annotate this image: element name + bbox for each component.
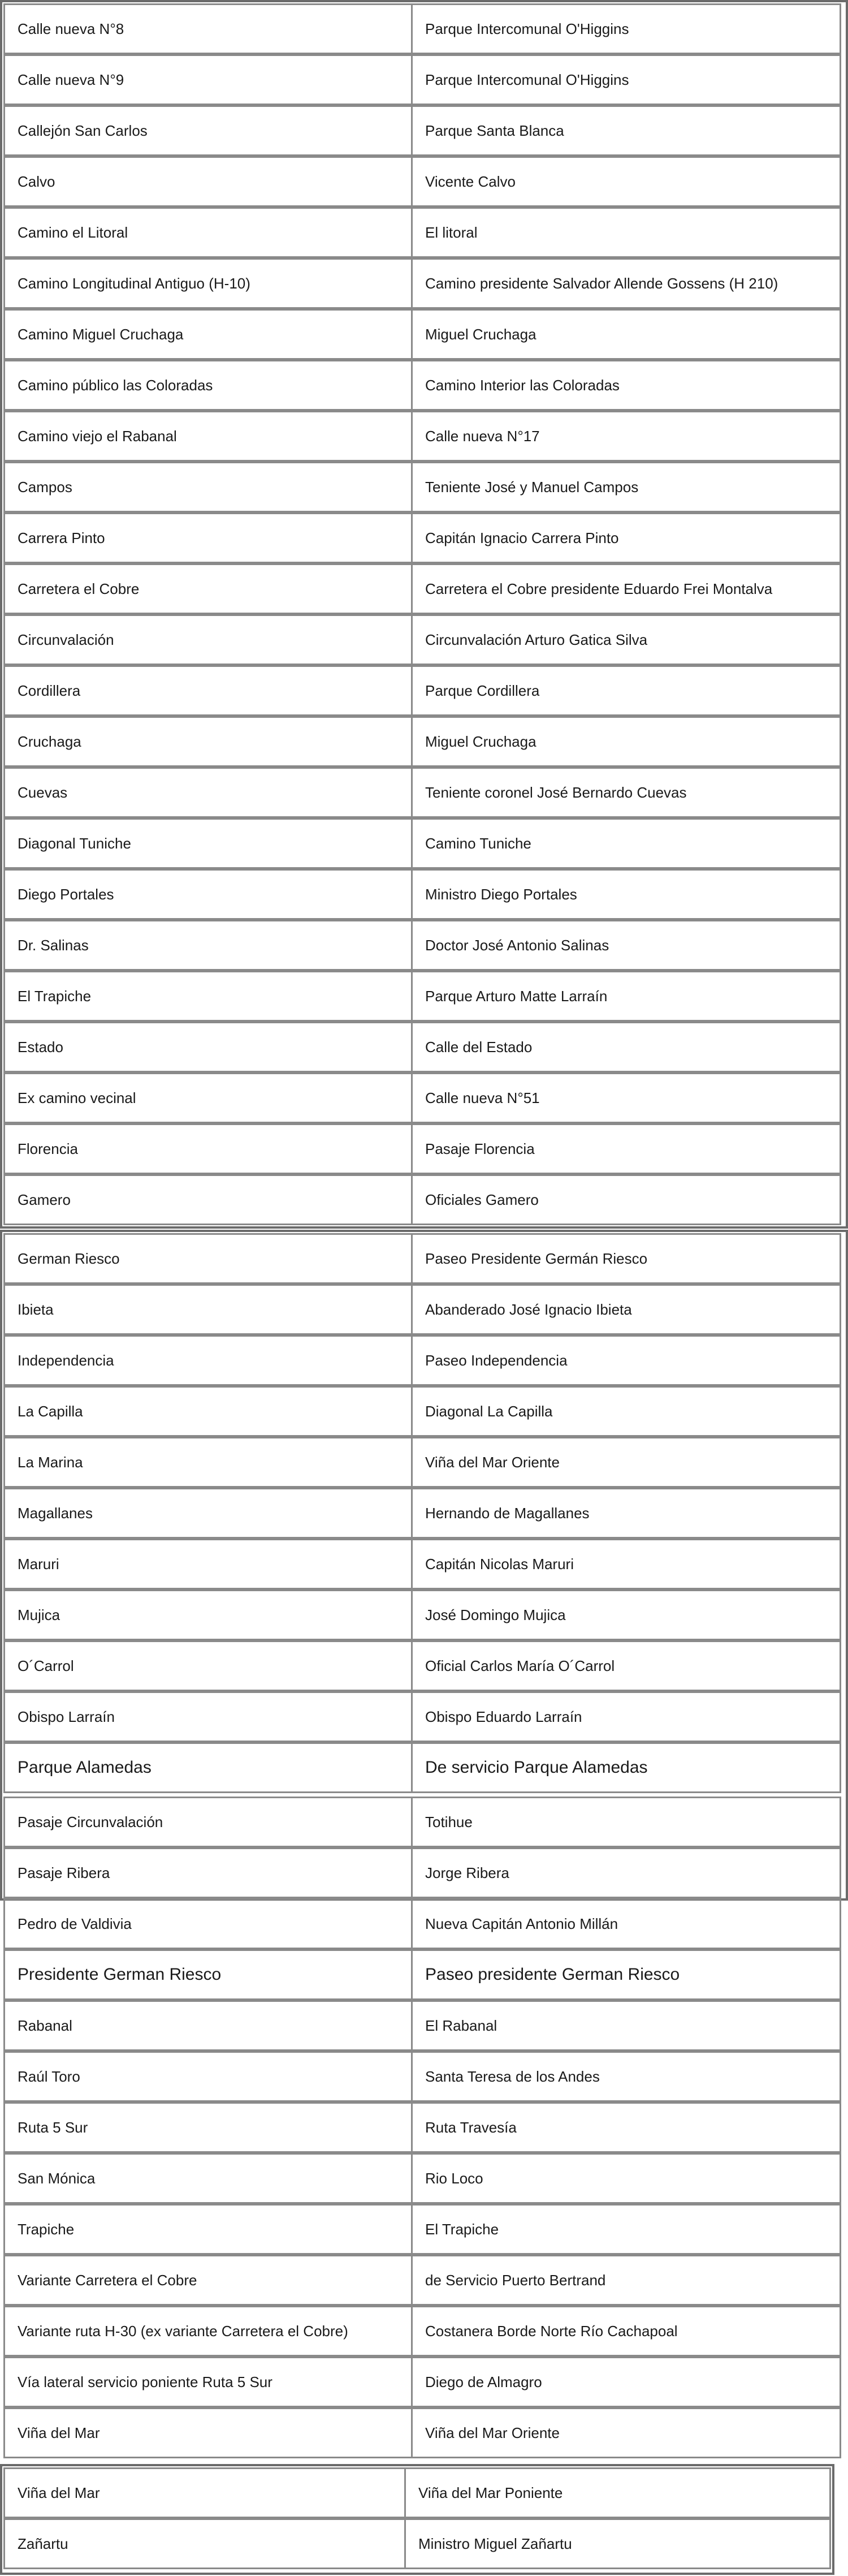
- table-cell-old-name: Gamero: [3, 1174, 413, 1225]
- table-cell-new-name: Ministro Miguel Zañartu: [404, 2518, 831, 2569]
- table-cell-new-name: Paseo Independencia: [411, 1335, 841, 1386]
- table-cell-new-name: Camino presidente Salvador Allende Gossens (H 210): [411, 258, 841, 309]
- table-cell-new-name: Camino Interior las Coloradas: [411, 360, 841, 411]
- table-cell-new-name: Abanderado José Ignacio Ibieta: [411, 1284, 841, 1335]
- table-cell-new-name: Teniente José y Manuel Campos: [411, 462, 841, 512]
- table-cell-new-name: El Trapiche: [411, 2204, 841, 2255]
- table-cell-new-name: Diego de Almagro: [411, 2357, 841, 2407]
- table-cell-old-name: Viña del Mar: [3, 2407, 413, 2458]
- table-cell-old-name: Carretera el Cobre: [3, 563, 413, 614]
- table-cell-new-name: Calle del Estado: [411, 1022, 841, 1072]
- table-cell-old-name: Obispo Larraín: [3, 1691, 413, 1742]
- table-cell-old-name: Diego Portales: [3, 869, 413, 920]
- table-cell-old-name: Estado: [3, 1022, 413, 1072]
- table-cell-new-name: de Servicio Puerto Bertrand: [411, 2255, 841, 2306]
- table-cell-new-name: Nueva Capitán Antonio Millán: [411, 1898, 841, 1949]
- table-cell-old-name: German Riesco: [3, 1233, 413, 1284]
- table-cell-old-name: Dr. Salinas: [3, 920, 413, 971]
- table-cell-new-name: Ministro Diego Portales: [411, 869, 841, 920]
- table-cell-new-name: Capitán Nicolas Maruri: [411, 1539, 841, 1589]
- table-cell-new-name: Totihue: [411, 1797, 841, 1847]
- table-cell-new-name: Vicente Calvo: [411, 156, 841, 207]
- table-cell-old-name: Magallanes: [3, 1488, 413, 1539]
- table-cell-new-name: Capitán Ignacio Carrera Pinto: [411, 512, 841, 563]
- table-cell-old-name: Ex camino vecinal: [3, 1072, 413, 1123]
- table-cell-new-name: Pasaje Florencia: [411, 1123, 841, 1174]
- table-cell-new-name: El Rabanal: [411, 2000, 841, 2051]
- table-cell-old-name: Camino viejo el Rabanal: [3, 411, 413, 462]
- table-cell-old-name: Variante ruta H-30 (ex variante Carretera el Cobre): [3, 2306, 413, 2357]
- table-cell-old-name: La Marina: [3, 1437, 413, 1488]
- table-cell-new-name: El litoral: [411, 207, 841, 258]
- table-cell-old-name: El Trapiche: [3, 971, 413, 1022]
- table-cell-old-name: Cordillera: [3, 665, 413, 716]
- table-cell-old-name: Maruri: [3, 1539, 413, 1589]
- table-cell-old-name: O´Carrol: [3, 1640, 413, 1691]
- table-cell-old-name: Camino Longitudinal Antiguo (H-10): [3, 258, 413, 309]
- table-cell-old-name: Carrera Pinto: [3, 512, 413, 563]
- table-cell-old-name: San Mónica: [3, 2153, 413, 2204]
- table-cell-new-name: Santa Teresa de los Andes: [411, 2051, 841, 2102]
- table-cell-new-name: Paseo Presidente Germán Riesco: [411, 1233, 841, 1284]
- table-cell-old-name: Independencia: [3, 1335, 413, 1386]
- table-cell-new-name: Rio Loco: [411, 2153, 841, 2204]
- table-cell-new-name: Miguel Cruchaga: [411, 309, 841, 360]
- table-cell-new-name: Ruta Travesía: [411, 2102, 841, 2153]
- table-cell-new-name: Carretera el Cobre presidente Eduardo Frei Montalva: [411, 563, 841, 614]
- table-cell-new-name: Camino Tuniche: [411, 818, 841, 869]
- table-cell-old-name: Mujica: [3, 1589, 413, 1640]
- table-cell-old-name: Ibieta: [3, 1284, 413, 1335]
- table-cell-new-name: Teniente coronel José Bernardo Cuevas: [411, 767, 841, 818]
- table-cell-new-name: Parque Santa Blanca: [411, 105, 841, 156]
- table-cell-old-name: Rabanal: [3, 2000, 413, 2051]
- table-cell-old-name: Variante Carretera el Cobre: [3, 2255, 413, 2306]
- table-cell-old-name: Viña del Mar: [3, 2467, 406, 2518]
- table-cell-old-name: Pasaje Circunvalación: [3, 1797, 413, 1847]
- table-cell-new-name: Viña del Mar Poniente: [404, 2467, 831, 2518]
- table-cell-new-name: Viña del Mar Oriente: [411, 1437, 841, 1488]
- table-cell-old-name: Cuevas: [3, 767, 413, 818]
- table-cell-old-name: Circunvalación: [3, 614, 413, 665]
- table-cell-old-name: La Capilla: [3, 1386, 413, 1437]
- table-cell-new-name: Parque Intercomunal O'Higgins: [411, 54, 841, 105]
- table-cell-new-name: Viña del Mar Oriente: [411, 2407, 841, 2458]
- table-cell-new-name: Hernando de Magallanes: [411, 1488, 841, 1539]
- table-cell-new-name: Calle nueva N°17: [411, 411, 841, 462]
- table-cell-new-name: Oficiales Gamero: [411, 1174, 841, 1225]
- table-cell-new-name: Obispo Eduardo Larraín: [411, 1691, 841, 1742]
- table-cell-old-name: Camino público las Coloradas: [3, 360, 413, 411]
- table-cell-new-name: Miguel Cruchaga: [411, 716, 841, 767]
- table-cell-old-name: Calvo: [3, 156, 413, 207]
- table-cell-new-name: Oficial Carlos María O´Carrol: [411, 1640, 841, 1691]
- table-cell-old-name: Trapiche: [3, 2204, 413, 2255]
- table-cell-new-name: Parque Arturo Matte Larraín: [411, 971, 841, 1022]
- table-cell-new-name: Calle nueva N°51: [411, 1072, 841, 1123]
- table-cell-old-name: Calle nueva N°8: [3, 3, 413, 54]
- table-cell-old-name: Parque Alamedas: [3, 1742, 413, 1793]
- table-cell-old-name: Zañartu: [3, 2518, 406, 2569]
- table-cell-new-name: De servicio Parque Alamedas: [411, 1742, 841, 1793]
- table-cell-new-name: Costanera Borde Norte Río Cachapoal: [411, 2306, 841, 2357]
- table-cell-new-name: Doctor José Antonio Salinas: [411, 920, 841, 971]
- table-cell-new-name: Diagonal La Capilla: [411, 1386, 841, 1437]
- table-cell-new-name: Circunvalación Arturo Gatica Silva: [411, 614, 841, 665]
- table-cell-old-name: Camino Miguel Cruchaga: [3, 309, 413, 360]
- table-cell-old-name: Campos: [3, 462, 413, 512]
- table-cell-old-name: Presidente German Riesco: [3, 1949, 413, 2000]
- table-cell-old-name: Callejón San Carlos: [3, 105, 413, 156]
- table-cell-old-name: Pedro de Valdivia: [3, 1898, 413, 1949]
- table-cell-old-name: Florencia: [3, 1123, 413, 1174]
- table-cell-old-name: Ruta 5 Sur: [3, 2102, 413, 2153]
- table-cell-old-name: Vía lateral servicio poniente Ruta 5 Sur: [3, 2357, 413, 2407]
- table-cell-new-name: Parque Cordillera: [411, 665, 841, 716]
- table-cell-old-name: Calle nueva N°9: [3, 54, 413, 105]
- table-cell-new-name: Parque Intercomunal O'Higgins: [411, 3, 841, 54]
- table-cell-old-name: Pasaje Ribera: [3, 1847, 413, 1898]
- table-cell-old-name: Raúl Toro: [3, 2051, 413, 2102]
- table-cell-old-name: Camino el Litoral: [3, 207, 413, 258]
- table-cell-new-name: Jorge Ribera: [411, 1847, 841, 1898]
- table-cell-new-name: José Domingo Mujica: [411, 1589, 841, 1640]
- table-cell-old-name: Cruchaga: [3, 716, 413, 767]
- table-cell-old-name: Diagonal Tuniche: [3, 818, 413, 869]
- table-cell-new-name: Paseo presidente German Riesco: [411, 1949, 841, 2000]
